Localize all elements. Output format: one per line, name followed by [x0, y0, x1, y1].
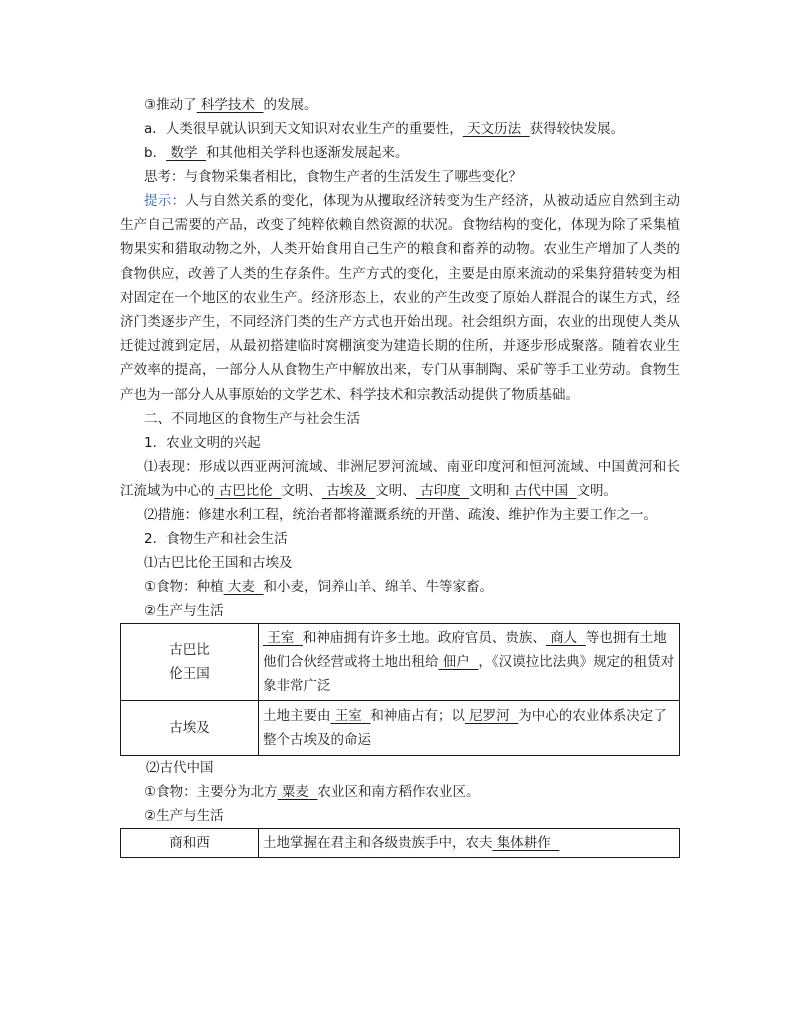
- table-ancient-west: [120, 623, 680, 756]
- subsection-heading: 1．农业文明的兴起: [144, 434, 261, 451]
- row-content: 土地掌握在君主和各级贵族手中，农夫 集体耕作: [259, 829, 680, 858]
- table-row: [121, 829, 680, 858]
- row-content: 王室 和神庙拥有许多土地。政府官员、贵族、 商人 等也拥有土地他们合伙经营或将土地出租给 佃户 ，《汉谟拉比法典》规定的租赁对象非常广泛: [259, 624, 680, 701]
- item-tech: ③推动了 科学技术 的发展。: [144, 97, 318, 113]
- think-question: 思考：与食物采集者相比，食物生产者的生活发生了哪些变化？: [144, 169, 522, 185]
- sub-item: ⑵古代中国: [146, 760, 214, 777]
- sub-item: ②生产与生活: [144, 603, 224, 620]
- row-label: 古巴比 伦王国: [121, 624, 259, 701]
- food-line: ①食物：种植 大麦 和小麦，饲养山羊、绵羊、牛等家畜。: [144, 579, 493, 596]
- row-label: 古埃及: [121, 701, 259, 756]
- item-a: a．人类很早就认识到天文知识对农业生产的重要性， 天文历法 获得较快发展。: [144, 121, 625, 137]
- measures-line: ⑵措施：修建水利工程，统治者都将灌溉系统的开凿、疏浚、维护作为主要工作之一。: [144, 507, 657, 524]
- fill-blank: 科学技术: [200, 97, 255, 113]
- table-ancient-china: [120, 828, 680, 858]
- table-row: [121, 701, 680, 756]
- hint-paragraph: [120, 189, 680, 407]
- fill-blank: 数学: [170, 145, 198, 161]
- row-label: 商和西: [121, 829, 259, 858]
- section-heading: 二、不同地区的食物生产与社会生活: [144, 410, 360, 427]
- food-line: ①食物：主要分为北方 粟麦 农业区和南方稻作农业区。: [144, 784, 480, 801]
- sub-item: ②生产与生活: [144, 808, 224, 825]
- hint-label: 提示：: [144, 193, 186, 209]
- fill-blank: 天文历法: [467, 121, 522, 137]
- hint-text: 人与自然关系的变化，体现为从攫取经济转变为生产经济，从被动适应自然到主动生产自己需要的产品，改变了纯粹依赖自然资源的状况。食物结构的变化，体现为除了采集植物果实和猎取动物之外，人类开始食用自己生产的粮食和畜养的动物。农业生产增加了人类的食物供应，改善了人类的生存条件。生产方式的变化，主要是由原来流动的采集狩猎转变为相对固定在一个地区的农业生产。经济形态上，农业的产生改变了原始人群混合的谋生方式，经济门类逐步产生，不同经济门类的生产方式也开始出现。社会组织方面，农业的出现使人类从迁徙过渡到定居，从最初搭建临时窝棚演变为建造长期的住所，并逐步形成聚落。随着农业生产效率的提高，一部分人从食物生产中解放出来，专门从事制陶、采矿等手工业劳动。食物生产也为一部分人从事原始的文学艺术、科学技术和宗教活动提供了物质基础。: [120, 193, 680, 403]
- sub-item: ⑴古巴比伦王国和古埃及: [144, 555, 293, 572]
- table-row: [121, 624, 680, 701]
- civilization-paragraph: ⑴表现：形成以西亚两河流域、非洲尼罗河流域、南亚印度河和恒河流域、中国黄河和长江流域为中心的 古巴比伦 文明、 古埃及 文明、 古印度 文明和 古代中国 文明。: [120, 458, 680, 500]
- item-b: b． 数学 和其他相关学科也逐渐发展起来。: [144, 145, 409, 161]
- document-body: [120, 93, 680, 858]
- row-content: 土地主要由 王室 和神庙占有；以 尼罗河 为中心的农业体系决定了整个古埃及的命运: [259, 701, 680, 756]
- subsection-heading: 2．食物生产和社会生活: [144, 531, 288, 548]
